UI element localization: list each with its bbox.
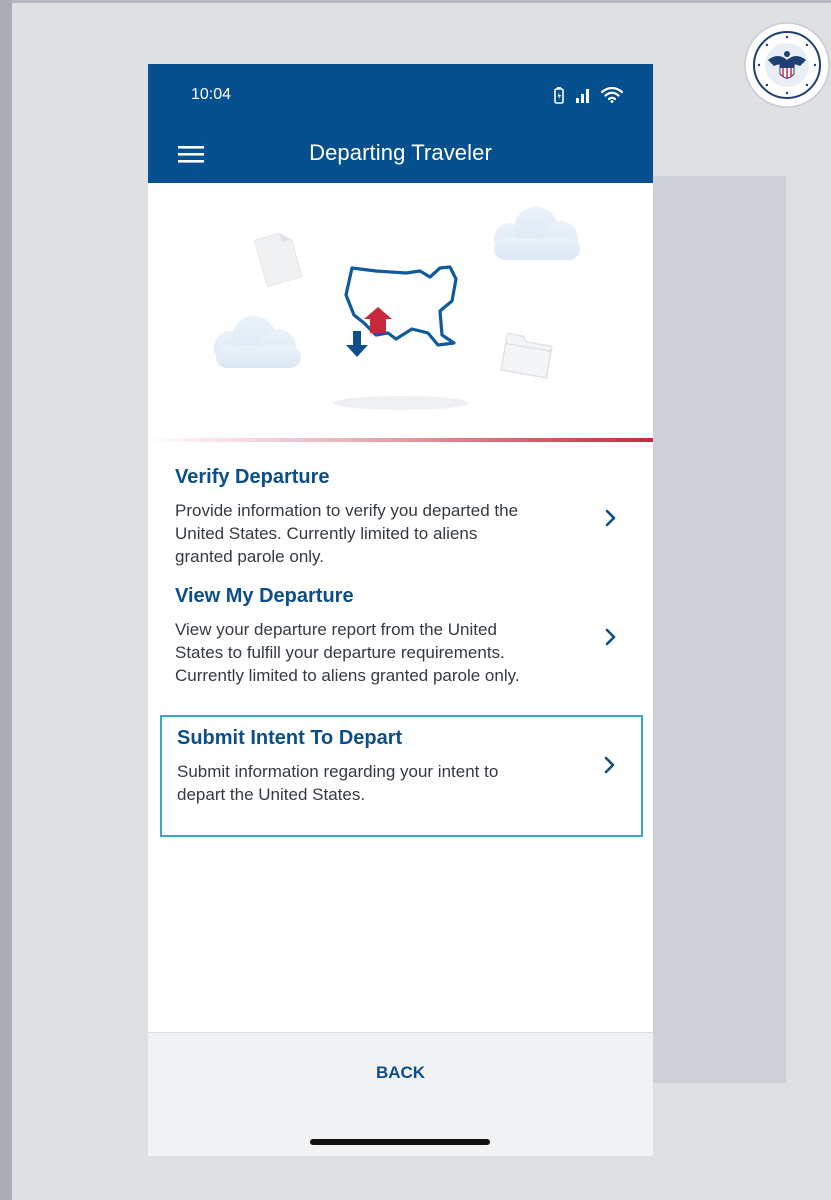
menu-item-description: Submit information regarding your intent to depart the United States. [177, 762, 499, 804]
status-time: 10:04 [191, 86, 232, 103]
menu-item-title: Submit Intent To Depart [177, 727, 403, 749]
phone-screen [148, 64, 653, 1156]
menu-item-submit-intent-to-depart[interactable] [160, 715, 643, 837]
chevron-right-icon [605, 508, 617, 528]
app-header [148, 64, 653, 183]
menu-item-verify-departure[interactable] [160, 466, 643, 574]
menu-item-title: Verify Departure [175, 466, 330, 488]
battery-charging-icon [553, 86, 565, 104]
background-left-strip [0, 0, 12, 1200]
signal-icon [575, 87, 591, 103]
menu-item-description: View your departure report from the United States to fulfill your departure requirements. Currently limited to aliens granted parole only. [175, 620, 520, 685]
home-indicator[interactable] [310, 1139, 490, 1145]
cloud-icon [214, 316, 301, 368]
status-icons [553, 84, 623, 106]
menu-item-description: Provide information to verify you departed the United States. Currently limited to aliens granted parole only. [175, 501, 519, 566]
folder-icon [501, 333, 553, 377]
back-button[interactable]: BACK [375, 1063, 426, 1082]
menu-item-title: View My Departure [175, 585, 354, 607]
chevron-right-icon [605, 627, 617, 647]
document-icon [254, 230, 302, 286]
page-title: Departing Traveler [309, 140, 492, 165]
background-panel [652, 176, 786, 1083]
down-arrow-icon [346, 331, 368, 357]
cbp-seal-logo [744, 22, 830, 108]
us-map-arrows-illustration [148, 183, 653, 438]
footer-bar [148, 1032, 653, 1156]
background-top-line [0, 0, 831, 3]
wifi-icon [601, 87, 623, 103]
menu-item-view-my-departure[interactable] [160, 585, 643, 695]
section-divider [148, 438, 653, 442]
cloud-icon [494, 207, 580, 260]
us-map-outline [346, 267, 456, 345]
chevron-right-icon [604, 755, 616, 775]
